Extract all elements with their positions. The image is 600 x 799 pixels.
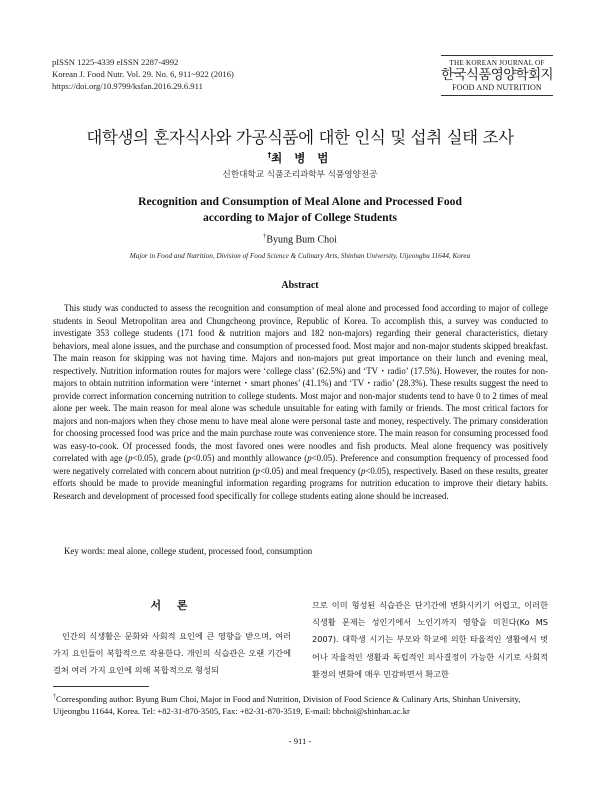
abstract-p-1: p [128, 453, 133, 463]
citation-block [52, 56, 234, 92]
abstract-text-3: <0.05) and monthly allowance ( [191, 453, 308, 463]
abstract-text-1: This study was conducted to assess the recognition and consumption of meal alone and processed food according to major of college students in Seoul Metropolitan area and Chungcheong province, Republic of Korea. To accomplish this, a survey was conducted to investigate 353 college students (171 food & nutrition majors and 182 non-majors) regarding their general characteristics, dietary behaviors, meal alone issues, and the purchase and consumption of processed food. Most major and non-major students skipped breakfast. The main reason for skipping was not having time. Majors and non-majors put great importance on their lunch and evening meal, respectively. Nutrition information routes for majors were ‘college class’ (62.5%) and ‘TV・radio’ (17.5%). However, the routes for non-majors to obtain nutrition information were ‘internet・smart phones’ (41.1%) and ‘TV・radio’ (28.3%). These results suggest the need to provide correct information concerning nutrition to college students. Most major and non-major students tend to have 0 to 2 times of meal alone per week. The main reason for meal alone was schedule unsuitable for eating with family or friends. The most critical factors for majors and non-majors when they chose menu to have meal alone were personal taste and money, respectively. The primary consideration for choosing processed food was price and the main purchase route was convenience store. The main reason for consuming processed food was easy-to-cook. Of processed foods, the most favored ones were noodles and fish products. Meal alone frequency was positively correlated with age ( [53, 303, 548, 463]
section-heading-introduction: 서 론 [150, 599, 194, 612]
author-en-name: Byung Bum Choi [266, 234, 337, 246]
journal-logo [441, 55, 553, 96]
citation-line: Korean J. Food Nutr. Vol. 29. No. 6, 911~922 (2016) [52, 69, 234, 79]
abstract-p-3: p [307, 453, 312, 463]
affiliation-english: Major in Food and Nutrition, Division of Food Science & Culinary Arts, Shinhan University, Uijeongbu 11644, Korea [129, 252, 471, 260]
keywords: Key words: meal alone, college student, processed food, consumption [64, 546, 313, 556]
title-korean: 대학생의 혼자식사와 가공식품에 대한 인식 및 섭취 실태 조사 [86, 128, 514, 147]
journal-rule-top [441, 55, 553, 56]
page-number: - 911 - [288, 736, 312, 746]
footnote-rule [53, 686, 149, 687]
abstract-text-5: <0.05) and meal frequency ( [259, 465, 361, 476]
intro-column-right: 므로 이미 형성된 식습관은 단기간에 변화시키기 어렵고, 이러한 식생활 문제는 성인기에서 노인기까지 영향을 미친다(Ko MS 2007). 대학생 시기는 부모와 학교에 의한 타율적인 생활에서 벗어나 자율적인 생활과 독립적인 의사결정이 가능한 시기로 사회적 환경의 변화에 매우 민감하면서 확고한 [312, 600, 548, 679]
footnote-dagger: † [53, 694, 56, 700]
author-korean [0, 150, 600, 166]
abstract-p-2: p [186, 453, 191, 463]
abstract-body [53, 302, 548, 502]
abstract-text-2: <0.05), grade ( [132, 453, 187, 463]
journal-name-en-top: THE KOREAN JOURNAL OF [449, 59, 545, 67]
abstract-text-6: <0.05), respectively. Based on these results, greater efforts should be made to provide meaningful information regarding programs for nutrition education to improve their dietary habits. Research and development of processed food specifically for college students eating alone should be increased. [53, 465, 548, 501]
journal-name-ko: 한국식품영양학회지 [441, 67, 553, 83]
author-ko-dagger: † [267, 151, 272, 160]
abstract-text-4: <0.05). Preference and consumption frequency of processed food were negatively correlated with concern about nutrition ( [53, 453, 548, 476]
journal-name-en-bottom: FOOD AND NUTRITION [452, 83, 542, 92]
corresponding-author-footnote [53, 691, 548, 717]
author-en-dagger: † [263, 233, 267, 240]
doi-link[interactable]: https://doi.org/10.9799/ksfan.2016.29.6.911 [52, 81, 203, 91]
title-en-line1: Recognition and Consumption of Meal Alone and Processed Food [138, 195, 462, 208]
footnote-text: Corresponding author: Byung Bum Choi, Major in Food and Nutrition, Division of Food Science & Culinary Arts, Shinhan University, Uijeongbu 11644, Korea. Tel: +82-31-870-3505, Fax: +82-31-870-3519, E-mail: bbchoi@shinhan.ac.kr [53, 693, 521, 716]
intro-column-left: 인간의 식생활은 문화와 사회적 요인에 큰 영향을 받으며, 여러 가지 요인들이 복합적으로 작용한다. 개인의 식습관은 오랜 기간에 걸쳐 여러 가지 요인에 의해 복합적으로 형성되 [53, 631, 291, 675]
journal-rule-bottom [441, 95, 553, 96]
author-ko-name: 최 병 범 [271, 151, 333, 165]
abstract-p-4: p [255, 465, 260, 476]
title-en-line2: according to Major of College Students [203, 211, 397, 224]
affiliation-korean: 신한대학교 식품조리과학부 식품영양전공 [222, 170, 378, 180]
abstract-heading: Abstract [281, 280, 319, 291]
issn-line: pISSN 1225-4339 eISSN 2287-4992 [52, 57, 179, 67]
title-english [0, 194, 600, 226]
author-english [0, 233, 600, 245]
abstract-p-5: p [360, 465, 366, 476]
